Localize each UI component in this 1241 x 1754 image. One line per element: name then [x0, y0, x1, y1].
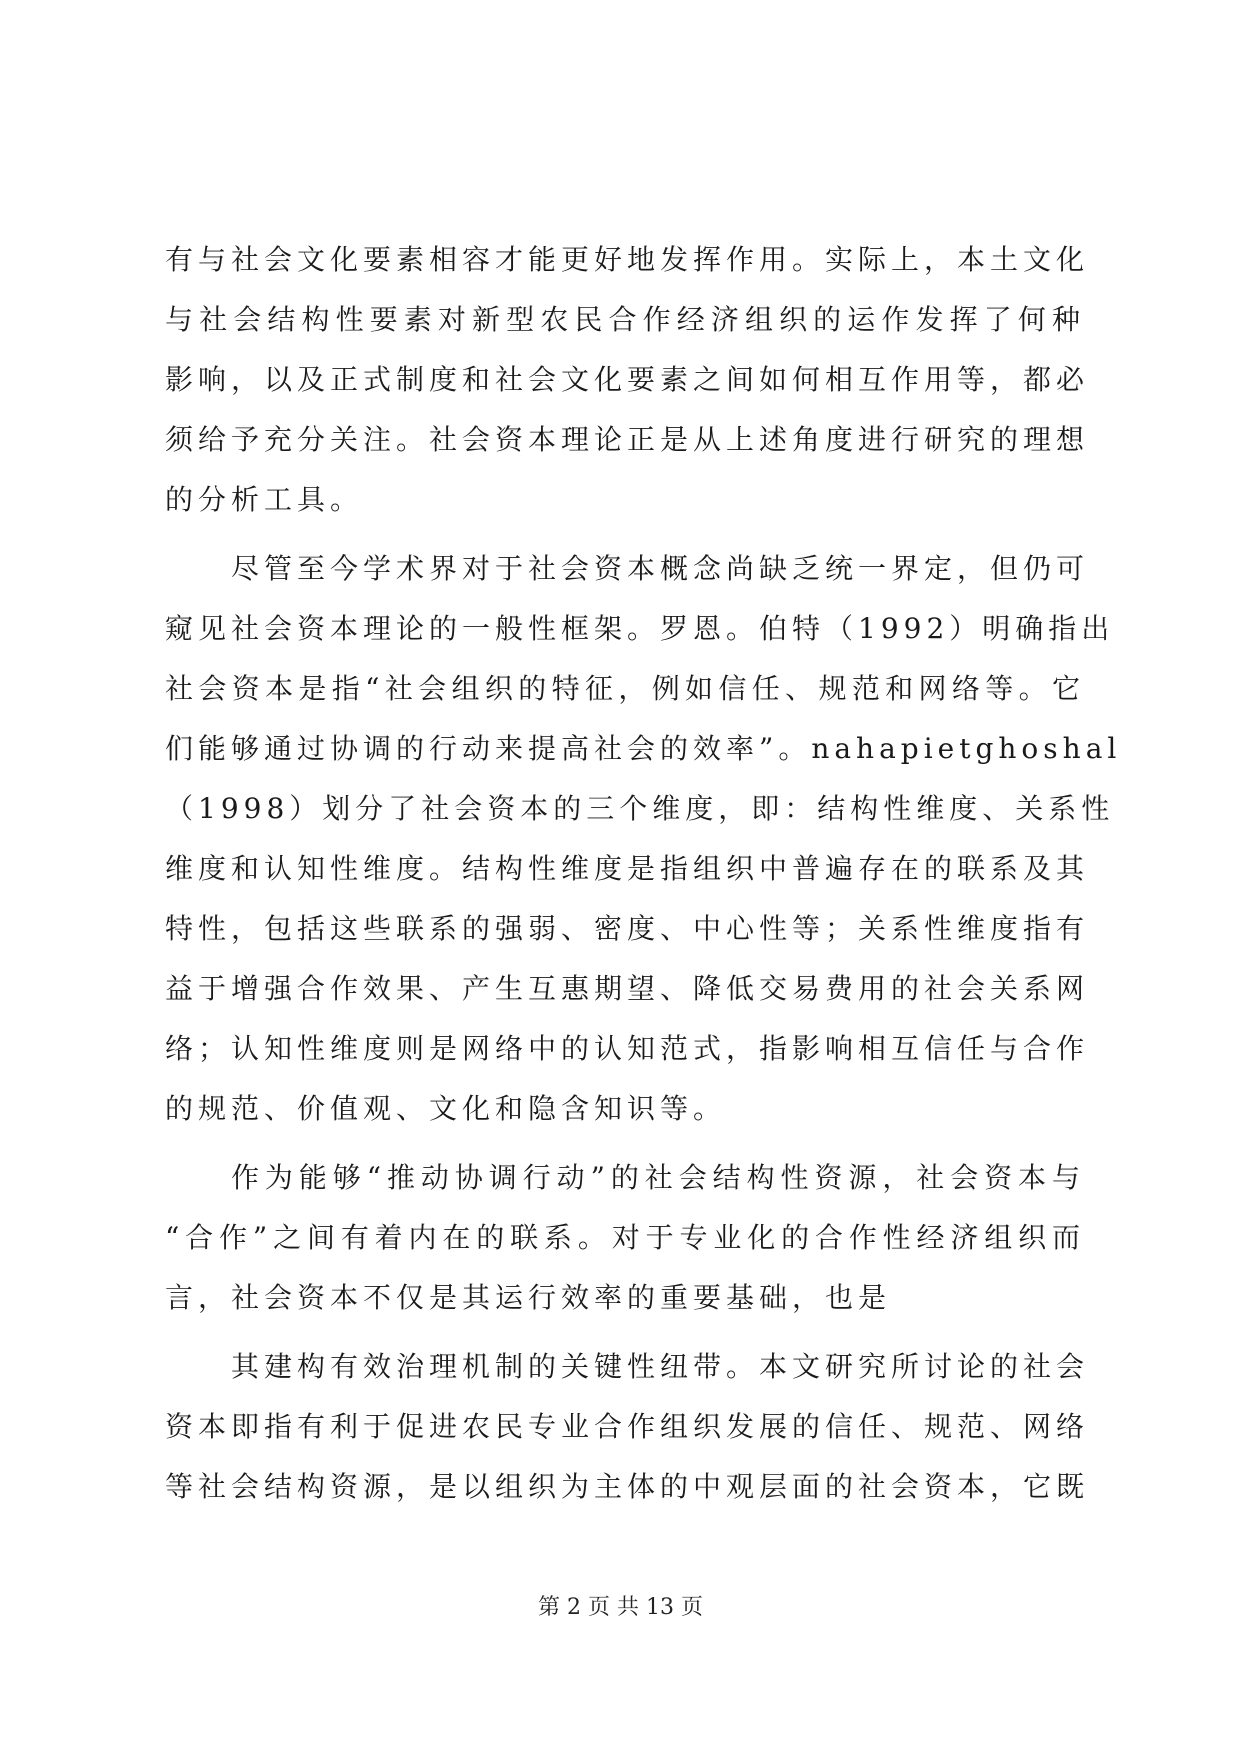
text-line: 的规范、价值观、文化和隐含知识等。 [165, 1092, 727, 1125]
text-line: （1998）划分了社会资本的三个维度，即：结构性维度、关系性 [165, 792, 1115, 825]
text-line: 们能够通过协调的行动来提高社会的效率”。nahapietghoshal [165, 732, 1122, 765]
page-footer: 第 2 页 共 13 页 [538, 1595, 703, 1620]
text-line: 络；认知性维度则是网络中的认知范式，指影响相互信任与合作 [165, 1032, 1090, 1065]
paragraph-first-line: 尽管至今学术界对于社会资本概念尚缺乏统一界定，但仍可 [231, 552, 1090, 585]
text-line: 有与社会文化要素相容才能更好地发挥作用。实际上，本土文化 [165, 243, 1090, 276]
document-body [165, 230, 1122, 1517]
paragraph-first-line: 其建构有效治理机制的关键性纽带。本文研究所讨论的社会 [231, 1350, 1090, 1383]
text-line: 特性，包括这些联系的强弱、密度、中心性等；关系性维度指有 [165, 912, 1090, 945]
paragraph-first-line: 作为能够“推动协调行动”的社会结构性资源，社会资本与 [231, 1161, 1085, 1194]
text-line: 等社会结构资源，是以组织为主体的中观层面的社会资本，它既 [165, 1470, 1090, 1503]
text-line: 须给予充分关注。社会资本理论正是从上述角度进行研究的理想 [165, 423, 1090, 456]
text-line: 资本即指有利于促进农民专业合作组织发展的信任、规范、网络 [165, 1410, 1090, 1443]
text-line: 窥见社会资本理论的一般性框架。罗恩。伯特（1992）明确指出 [165, 612, 1115, 645]
text-line: 的分析工具。 [165, 483, 364, 516]
text-line: 影响，以及正式制度和社会文化要素之间如何相互作用等，都必 [165, 363, 1090, 396]
text-line: “合作”之间有着内在的联系。对于专业化的合作性经济组织而 [165, 1221, 1085, 1254]
text-line: 社会资本是指“社会组织的特征，例如信任、规范和网络等。它 [165, 672, 1085, 705]
text-line: 言，社会资本不仅是其运行效率的重要基础，也是 [165, 1281, 892, 1314]
text-line: 益于增强合作效果、产生互惠期望、降低交易费用的社会关系网 [165, 972, 1090, 1005]
text-line: 与社会结构性要素对新型农民合作经济组织的运作发挥了何种 [165, 303, 1085, 336]
text-line: 维度和认知性维度。结构性维度是指组织中普遍存在的联系及其 [165, 852, 1090, 885]
